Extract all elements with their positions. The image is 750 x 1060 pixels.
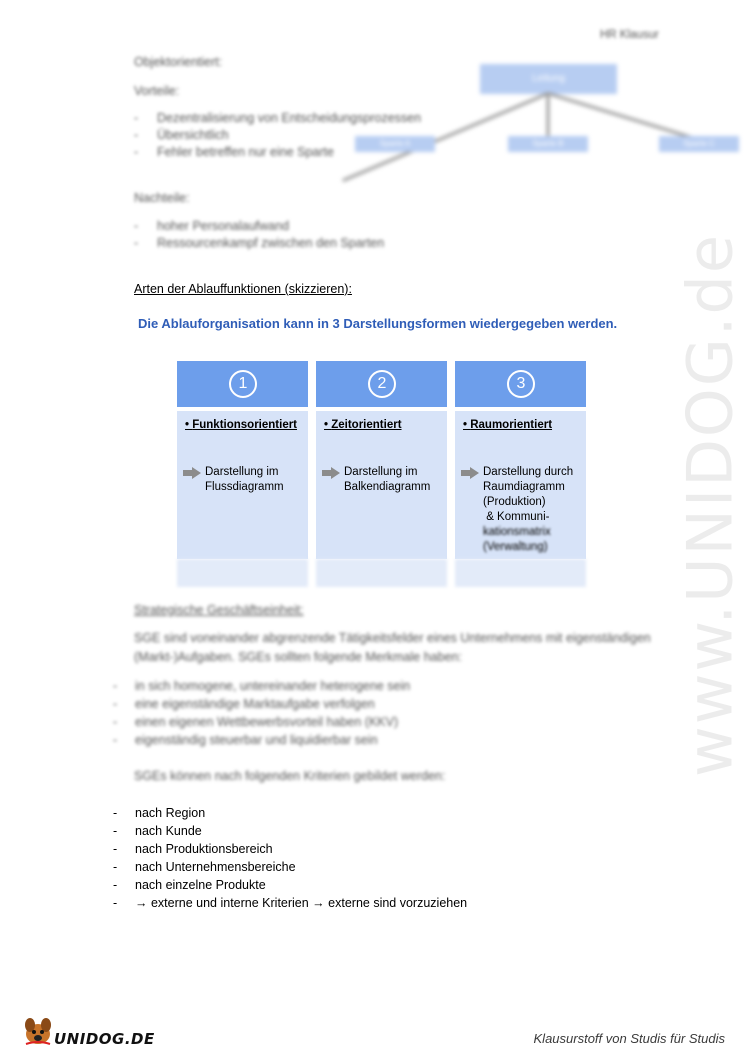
column-title: Zeitorientiert — [331, 419, 402, 431]
list-item: → externe und interne Kriterien → externe sind vorzuziehen — [135, 896, 468, 910]
footer-tagline: Klausurstoff von Studis für Studis — [533, 1031, 725, 1046]
list-item: einen eigenen Wettbewerbsvorteil haben (KKV) — [135, 715, 399, 729]
number-circle: 2 — [368, 370, 396, 398]
column-text-line: Flussdiagramm — [205, 481, 284, 493]
watermark-text: www.UNIDOG.de — [673, 233, 747, 777]
org-top-box: Leitung — [480, 64, 617, 94]
column-text-line: Darstellung im — [344, 466, 418, 478]
column-text-line: Darstellung durch — [483, 466, 574, 478]
list-item: eine eigenständige Marktaufgabe verfolgen — [135, 697, 375, 711]
list-item: Übersichtlich — [157, 128, 229, 142]
sge-paragraph: SGE sind voneinander abgrenzende Tätigkeitsfelder eines Unternehmens mit eigenständigen — [134, 631, 651, 645]
list-item: nach Produktionsbereich — [135, 842, 273, 856]
org-child-box: Sparte C — [659, 136, 739, 152]
disadvantages-label: Nachteile: — [134, 191, 190, 205]
column-header — [177, 361, 308, 407]
column-header — [316, 361, 447, 407]
process-column — [316, 361, 447, 559]
column-footer — [455, 559, 586, 587]
dog-logo-icon — [22, 1016, 54, 1046]
list-item: hoher Personalaufwand — [157, 219, 290, 233]
arrow-right-icon — [461, 467, 479, 479]
criteria-intro: SGEs können nach folgenden Kriterien gebildet werden: — [134, 769, 446, 783]
list-item: Ressourcenkampf zwischen den Sparten — [157, 236, 385, 250]
column-text-line: Raumdiagramm — [483, 481, 565, 493]
column-footer — [316, 559, 447, 587]
column-footer — [177, 559, 308, 587]
diagram-title: Die Ablauforganisation kann in 3 Darstellungsformen wiedergegeben werden. — [138, 316, 618, 331]
list-item: nach einzelne Produkte — [135, 878, 266, 892]
arrow-right-icon — [322, 467, 340, 479]
sge-paragraph: (Markt-)Aufgaben. SGEs sollten folgende Merkmale haben: — [134, 650, 462, 664]
process-column — [177, 361, 308, 559]
list-item: nach Region — [135, 806, 206, 820]
org-child-box: Sparte A — [355, 136, 435, 152]
column-text-line: kationsmatrix — [483, 526, 551, 538]
list-item: Dezentralisierung von Entscheidungsprozessen — [157, 111, 422, 125]
column-text-line: & Kommuni- — [483, 511, 550, 523]
column-text-line: (Verwaltung) — [483, 541, 548, 553]
column-title: Funktionsorientiert — [192, 419, 298, 431]
number-circle: 1 — [229, 370, 257, 398]
intro-heading: Objektorientiert: — [134, 55, 223, 69]
process-column — [455, 361, 586, 559]
org-child-box: Sparte B — [508, 136, 588, 152]
column-text-line: (Produktion) — [483, 496, 546, 508]
column-body: • Raumorientiert Darstellung durch Raumdiagramm (Produktion) & Kommuni- kationsmatrix (Verwaltung) — [455, 411, 586, 559]
org-connector — [548, 92, 700, 141]
arrow-right-icon — [183, 467, 201, 479]
number-circle: 3 — [507, 370, 535, 398]
column-body: • Funktionsorientiert Darstellung im Flussdiagramm — [177, 411, 308, 559]
column-text-line: Balkendiagramm — [344, 481, 431, 493]
column-body: • Zeitorientiert Darstellung im Balkendiagramm — [316, 411, 447, 559]
column-header — [455, 361, 586, 407]
sge-heading: Strategische Geschäftseinheit: — [134, 603, 304, 617]
list-item: nach Unternehmensbereiche — [135, 860, 296, 874]
column-title: Raumorientiert — [470, 419, 553, 431]
list-item: in sich homogene, untereinander heterogene sein — [135, 679, 411, 693]
section-title: Arten der Ablauffunktionen (skizzieren): — [134, 282, 352, 296]
list-item: eigenständig steuerbar und liquidierbar sein — [135, 733, 378, 747]
list-item: Fehler betreffen nur eine Sparte — [157, 145, 334, 159]
advantages-label: Vorteile: — [134, 84, 180, 98]
header-label: HR Klausur — [600, 29, 659, 41]
column-text-line: Darstellung im — [205, 466, 279, 478]
list-item: nach Kunde — [135, 824, 202, 838]
footer-logo-text: UNIDOG.DE — [54, 1030, 155, 1048]
